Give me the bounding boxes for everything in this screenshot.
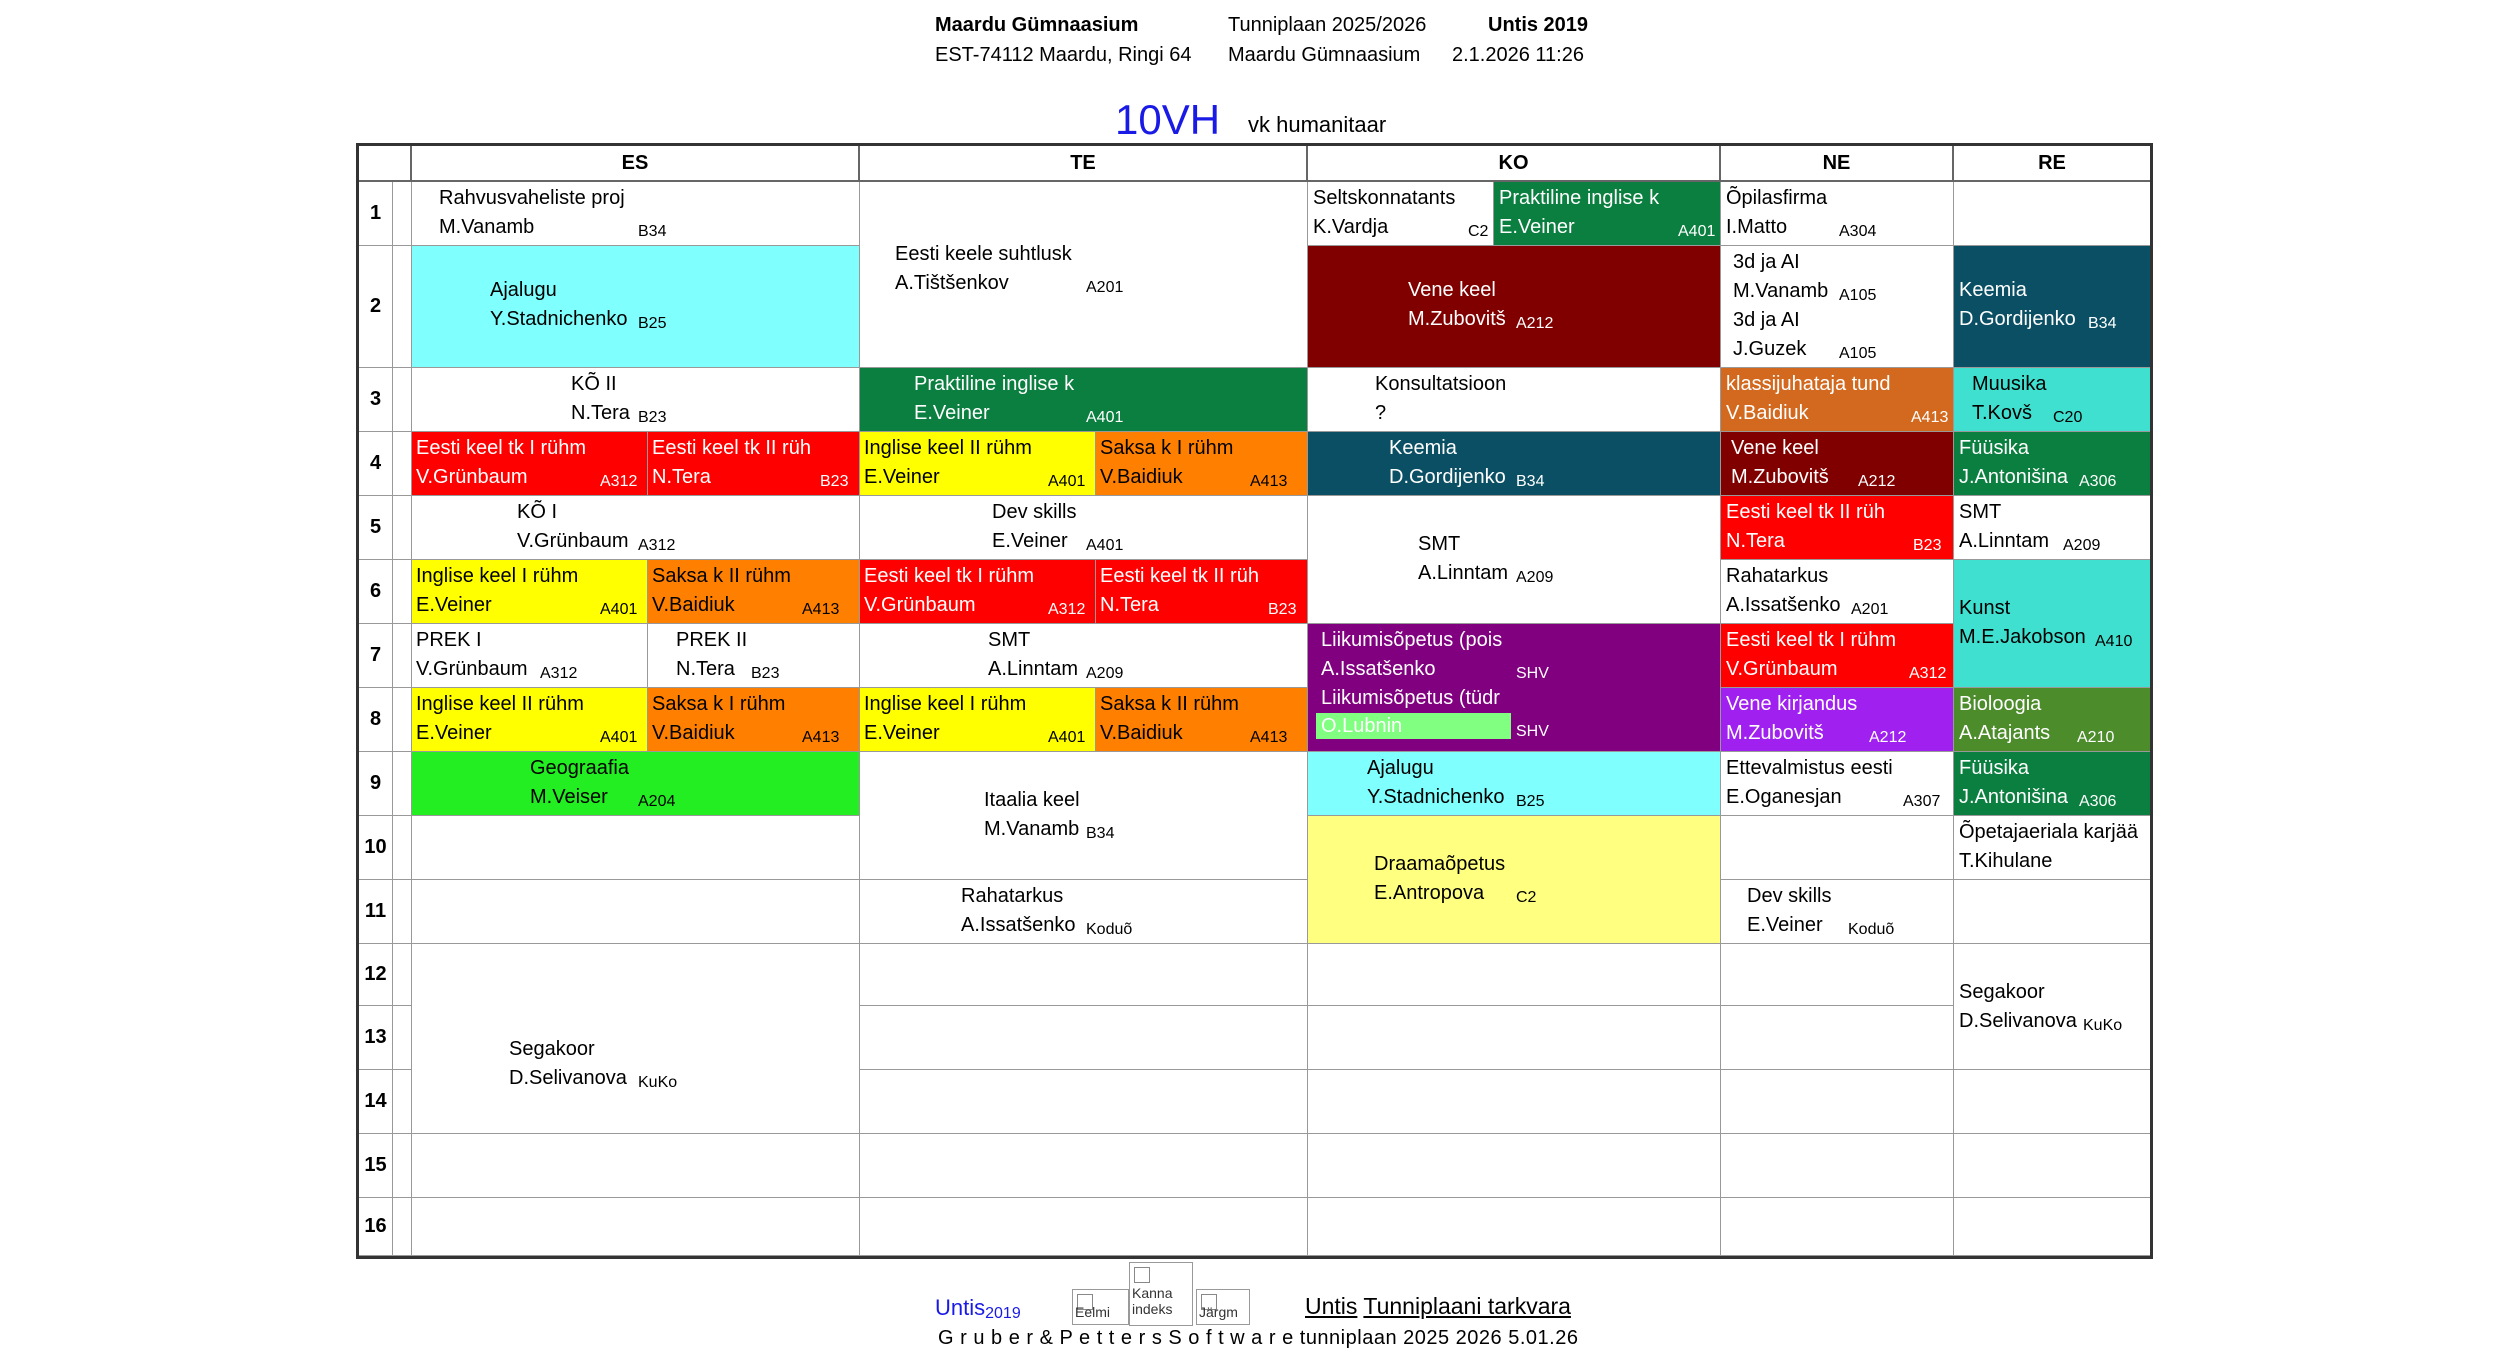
timetable-grid [356, 143, 2153, 1259]
period-number: 2 [359, 246, 393, 368]
lesson-cell[interactable]: Eesti keele suhtlusk A.Tištšenkov A201 [860, 182, 1308, 368]
period-spacer [393, 688, 412, 752]
lesson-cell[interactable] [412, 816, 860, 880]
lesson-cell[interactable]: Bioloogia A.Atajants A210 [1954, 688, 2150, 752]
lesson-cell[interactable]: PREK II N.Tera B23 [648, 624, 860, 688]
lesson-cell[interactable]: Rahatarkus A.Issatšenko A201 [1721, 560, 1954, 624]
period-spacer [393, 816, 412, 880]
period-number: 5 [359, 496, 393, 560]
period-number: 16 [359, 1198, 393, 1256]
lesson-cell[interactable]: Saksa k II rühm V.Baidiuk A413 [1096, 688, 1308, 752]
untis-software-link[interactable]: Untis Tunniplaani tarkvara [1305, 1293, 1571, 1319]
lesson-cell[interactable]: Eesti keel tk I rühm V.Grünbaum A312 [860, 560, 1096, 624]
lesson-cell[interactable]: Eesti keel tk I rühm V.Grünbaum A312 [412, 432, 648, 496]
lesson-cell[interactable]: Itaalia keel M.Vanamb B34 [860, 752, 1308, 880]
lesson-cell[interactable]: Seltskonnatants K.Vardja C2 [1308, 182, 1494, 246]
lesson-cell[interactable]: Eesti keel tk II rüh N.Tera B23 [1096, 560, 1308, 624]
lesson-cell[interactable]: Saksa k I rühm V.Baidiuk A413 [648, 688, 860, 752]
lesson-cell[interactable]: PREK I V.Grünbaum A312 [412, 624, 648, 688]
lesson-cell[interactable] [1721, 944, 1954, 1006]
lesson-cell[interactable]: Muusika T.Kovš C20 [1954, 368, 2150, 432]
lesson-cell[interactable] [1308, 1134, 1721, 1198]
lesson-cell[interactable] [1954, 880, 2150, 944]
lesson-cell[interactable] [860, 1070, 1308, 1134]
period-number: 7 [359, 624, 393, 688]
lesson-cell[interactable] [1954, 1070, 2150, 1134]
period-number: 4 [359, 432, 393, 496]
period-spacer [393, 624, 412, 688]
lesson-cell[interactable]: Geograafia M.Veiser A204 [412, 752, 860, 816]
period-spacer [393, 1198, 412, 1256]
lesson-cell[interactable]: Segakoor D.Selivanova KuKo [412, 944, 860, 1134]
class-title: 10VH [1115, 96, 1221, 143]
period-number: 11 [359, 880, 393, 944]
lesson-cell[interactable]: Liikumisõpetus (pois A.Issatšenko SHV Liikumisõpetus (tüdr O.Lubnin SHV [1308, 624, 1721, 752]
period-spacer [393, 752, 412, 816]
lesson-cell[interactable]: Eesti keel tk I rühm V.Grünbaum A312 [1721, 624, 1954, 688]
lesson-cell[interactable]: Praktiline inglise k E.Veiner A401 [1494, 182, 1721, 246]
lesson-cell[interactable] [860, 1006, 1308, 1070]
day-header-ko: KO [1308, 146, 1721, 182]
footer-untis-label[interactable]: Untis$_{2019}$ [935, 1295, 1021, 1322]
lesson-cell[interactable]: Draamaõpetus E.Antropova C2 [1308, 816, 1721, 944]
lesson-cell[interactable]: Õpetajaeriala karjää T.Kihulane [1954, 816, 2150, 880]
period-spacer [393, 1070, 412, 1134]
period-number: 1 [359, 182, 393, 246]
lesson-cell[interactable] [1954, 1134, 2150, 1198]
lesson-cell[interactable]: Keemia D.Gordijenko B34 [1308, 432, 1721, 496]
broken-image-icon [1134, 1267, 1150, 1283]
lesson-cell[interactable] [860, 1134, 1308, 1198]
lesson-cell[interactable]: Kunst M.E.Jakobson A410 [1954, 560, 2150, 688]
lesson-cell[interactable]: Ajalugu Y.Stadnichenko B25 [1308, 752, 1721, 816]
lesson-cell[interactable]: 3d ja AI M.Vanamb A105 3d ja AI J.Guzek A105 [1721, 246, 1954, 368]
lesson-cell[interactable]: Vene keel M.Zubovitš A212 [1721, 432, 1954, 496]
period-spacer [393, 1134, 412, 1198]
lesson-cell[interactable]: Rahvusvaheliste proj M.Vanamb B34 [412, 182, 860, 246]
period-spacer [393, 432, 412, 496]
class-subtitle: vk humanitaar [1248, 112, 1387, 137]
lesson-cell[interactable] [412, 880, 860, 944]
day-header-ne: NE [1721, 146, 1954, 182]
lesson-cell[interactable]: SMT A.Linntam A209 [860, 624, 1308, 688]
lesson-cell[interactable]: Ajalugu Y.Stadnichenko B25 [412, 246, 860, 368]
software-name: Untis 2019 [1488, 14, 1589, 36]
nav-prev-button[interactable]: Eelmi [1072, 1289, 1129, 1325]
print-datetime: 2.1.2026 11:26 [1452, 44, 1584, 66]
lesson-cell[interactable]: Ettevalmistus eesti E.Oganesjan A307 [1721, 752, 1954, 816]
lesson-cell[interactable]: Keemia D.Gordijenko B34 [1954, 246, 2150, 368]
lesson-cell[interactable] [1721, 1070, 1954, 1134]
period-number: 14 [359, 1070, 393, 1134]
plan-title: Tunniplaan 2025/2026 [1228, 14, 1427, 36]
nav-index-button[interactable]: Kanna indeks [1129, 1262, 1193, 1326]
day-header-es: ES [412, 146, 860, 182]
period-number: 9 [359, 752, 393, 816]
lesson-cell[interactable]: SMT A.Linntam A209 [1308, 496, 1721, 624]
footer-untis-year: 2019 [985, 1305, 1021, 1322]
lesson-cell[interactable]: Vene kirjandus M.Zubovitš A212 [1721, 688, 1954, 752]
lesson-cell[interactable]: Inglise keel II rühm E.Veiner A401 [860, 432, 1096, 496]
lesson-cell[interactable] [1308, 1006, 1721, 1070]
lesson-cell[interactable]: KÕ II N.Tera B23 [412, 368, 860, 432]
day-header-te: TE [860, 146, 1308, 182]
lesson-cell[interactable] [860, 1198, 1308, 1256]
day-header-re: RE [1954, 146, 2150, 182]
lesson-cell[interactable]: Saksa k II rühm V.Baidiuk A413 [648, 560, 860, 624]
lesson-cell[interactable] [860, 944, 1308, 1006]
lesson-cell[interactable]: Inglise keel I rühm E.Veiner A401 [412, 560, 648, 624]
period-number: 3 [359, 368, 393, 432]
period-number: 13 [359, 1006, 393, 1070]
lesson-cell[interactable]: Rahatarkus A.Issatšenko Koduõ [860, 880, 1308, 944]
period-spacer [393, 1006, 412, 1070]
period-spacer [393, 246, 412, 368]
lesson-cell[interactable]: Eesti keel tk II rüh N.Tera B23 [648, 432, 860, 496]
lesson-cell[interactable] [1721, 1134, 1954, 1198]
lesson-cell[interactable] [412, 1198, 860, 1256]
school-name-2: Maardu Gümnaasium [1228, 44, 1421, 66]
lesson-cell[interactable]: Dev skills E.Veiner Koduõ [1721, 880, 1954, 944]
highlight-teacher: O.Lubnin [1316, 713, 1511, 739]
lesson-cell[interactable]: SMT A.Linntam A209 [1954, 496, 2150, 560]
lesson-cell[interactable]: Füüsika J.Antonišina A306 [1954, 752, 2150, 816]
lesson-cell[interactable] [1954, 182, 2150, 246]
period-spacer [393, 182, 412, 246]
lesson-cell[interactable]: Õpilasfirma I.Matto A304 [1721, 182, 1954, 246]
period-spacer [393, 368, 412, 432]
lesson-cell[interactable] [1308, 944, 1721, 1006]
lesson-cell[interactable]: Füüsika J.Antonišina A306 [1954, 432, 2150, 496]
page-header [935, 10, 1595, 70]
lesson-cell[interactable]: Inglise keel I rühm E.Veiner A401 [860, 688, 1096, 752]
footer-credit: G r u b e r & P e t t e r s S o f t w a r e tunniplaan 2025 2026 5.01.26 [938, 1327, 1579, 1349]
lesson-cell[interactable]: Vene keel M.Zubovitš A212 [1308, 246, 1721, 368]
period-spacer [393, 880, 412, 944]
lesson-cell[interactable]: Segakoor D.Selivanova KuKo [1954, 944, 2150, 1070]
nav-next-button[interactable]: Järgm [1196, 1289, 1250, 1325]
period-number: 8 [359, 688, 393, 752]
period-number: 6 [359, 560, 393, 624]
lesson-cell[interactable]: klassijuhataja tund V.Baidiuk A413 [1721, 368, 1954, 432]
lesson-cell[interactable] [1308, 1198, 1721, 1256]
lesson-cell[interactable]: Konsultatsioon ? [1308, 368, 1721, 432]
period-spacer [393, 944, 412, 1006]
lesson-cell[interactable]: Eesti keel tk II rüh N.Tera B23 [1721, 496, 1954, 560]
lesson-cell[interactable] [412, 1134, 860, 1198]
period-spacer [393, 496, 412, 560]
school-address: EST-74112 Maardu, Ringi 64 [935, 44, 1192, 66]
lesson-cell[interactable] [1721, 1006, 1954, 1070]
lesson-cell[interactable]: Inglise keel II rühm E.Veiner A401 [412, 688, 648, 752]
corner-cell [359, 146, 412, 182]
lesson-cell[interactable] [1308, 1070, 1721, 1134]
period-number: 10 [359, 816, 393, 880]
lesson-cell[interactable] [1954, 1198, 2150, 1256]
lesson-cell[interactable] [1721, 816, 1954, 880]
lesson-cell[interactable] [1721, 1198, 1954, 1256]
period-number: 12 [359, 944, 393, 1006]
period-number: 15 [359, 1134, 393, 1198]
lesson-cell[interactable]: Dev skills E.Veiner A401 [860, 496, 1308, 560]
school-name: Maardu Gümnaasium [935, 14, 1139, 36]
lesson-cell[interactable]: KÕ I V.Grünbaum A312 [412, 496, 860, 560]
period-spacer [393, 560, 412, 624]
lesson-cell[interactable]: Praktiline inglise k E.Veiner A401 [860, 368, 1308, 432]
lesson-cell[interactable]: Saksa k I rühm V.Baidiuk A413 [1096, 432, 1308, 496]
